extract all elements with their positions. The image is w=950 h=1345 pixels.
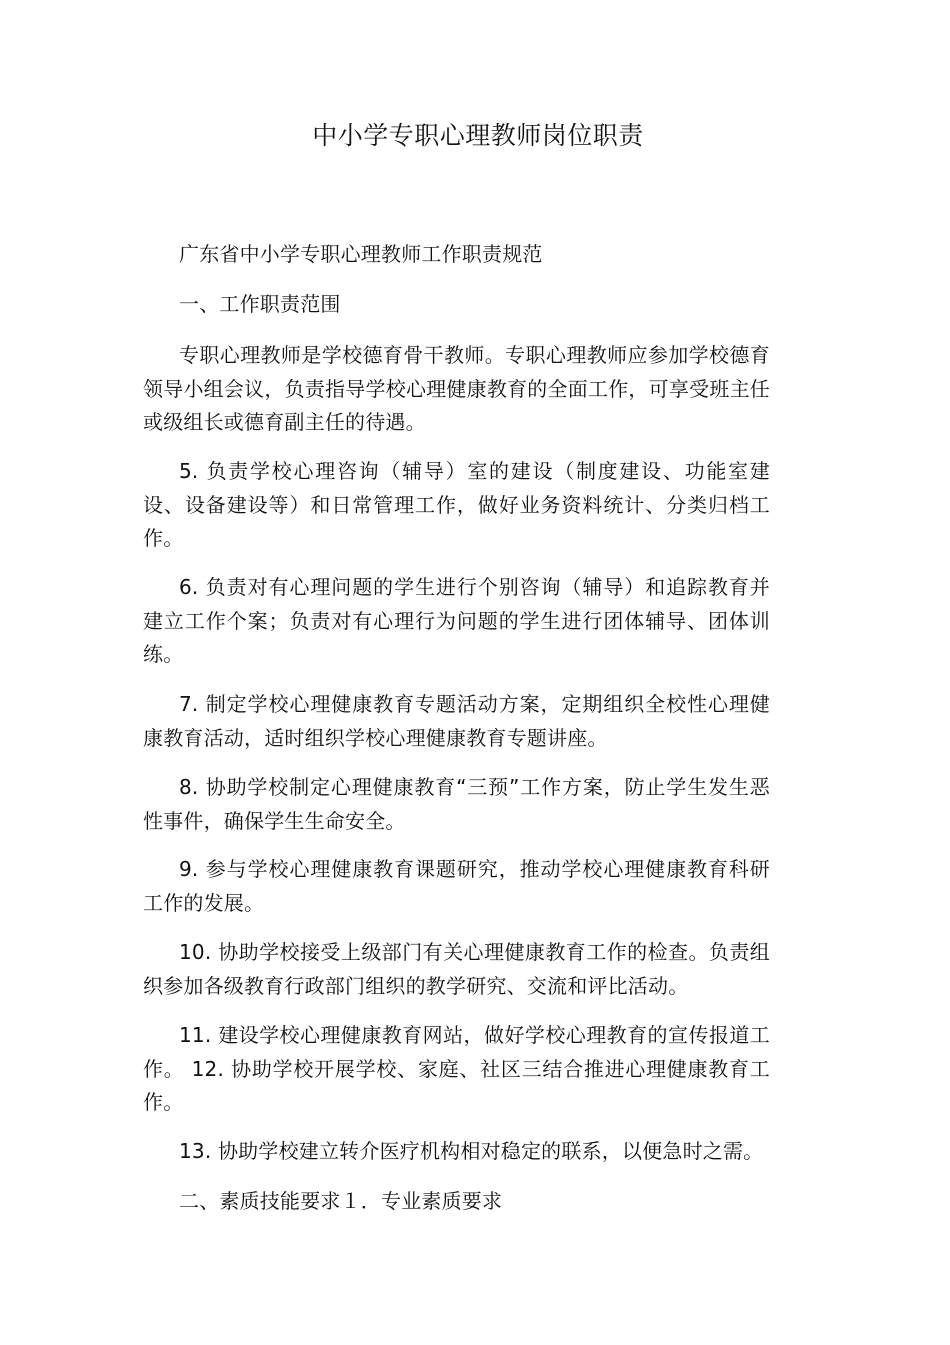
duty-item-13: 13. 协助学校建立转介医疗机构相对稳定的联系，以便急时之需。	[179, 1139, 764, 1163]
duty-item-8: 8. 协助学校制定心理健康教育“三预”工作方案，防止学生发生恶性事件，确保学生生命安全。	[143, 775, 770, 833]
duty-item-5: 5. 负责学校心理咨询（辅导）室的建设（制度建设、功能室建设、设备建设等）和日常管理工作，做好业务资料统计、分类归档工作。	[143, 459, 770, 550]
document-subtitle: 广东省中小学专职心理教师工作职责规范	[179, 242, 543, 266]
duty-item-6: 6. 负责对有心理问题的学生进行个别咨询（辅导）和追踪教育并建立工作个案；负责对有心理行为问题的学生进行团体辅导、团体训练。	[143, 575, 770, 666]
section-heading-duties: 一、工作职责范围	[179, 292, 341, 316]
section-heading-skills: 二、素质技能要求１．专业素质要求	[179, 1189, 503, 1213]
intro-paragraph: 专职心理教师是学校德育骨干教师。专职心理教师应参加学校德育领导小组会议，负责指导学校心理健康教育的全面工作，可享受班主任或级组长或德育副主任的待遇。	[143, 343, 770, 434]
duty-item-10: 10. 协助学校接受上级部门有关心理健康教育工作的检查。负责组织参加各级教育行政部门组织的教学研究、交流和评比活动。	[143, 940, 770, 998]
document-title: 中小学专职心理教师岗位职责	[312, 121, 644, 150]
duty-item-11-12: 11. 建设学校心理健康教育网站，做好学校心理教育的宣传报道工作。 12. 协助学校开展学校、家庭、社区三结合推进心理健康教育工作。	[143, 1023, 770, 1114]
duty-item-7: 7. 制定学校心理健康教育专题活动方案，定期组织全校性心理健康教育活动，适时组织学校心理健康教育专题讲座。	[143, 692, 770, 750]
duty-item-9: 9. 参与学校心理健康教育课题研究，推动学校心理健康教育科研工作的发展。	[143, 857, 770, 915]
